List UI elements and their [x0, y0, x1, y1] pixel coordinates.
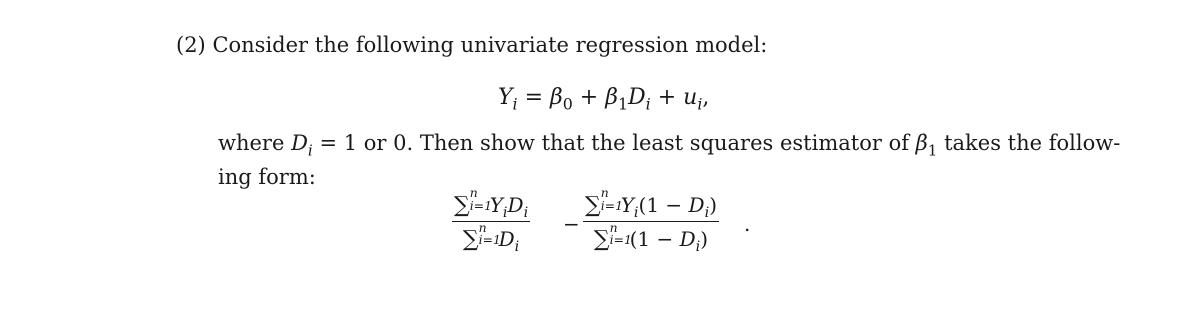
beta-symbol: β: [915, 131, 928, 155]
sub-i: i: [633, 205, 639, 222]
sub-i: i: [645, 94, 651, 114]
problem-intro-line: [176, 35, 767, 56]
var-Y: Y: [498, 85, 513, 110]
sub-one: 1: [617, 94, 629, 114]
plus-sign: +: [650, 85, 684, 110]
var-u: u: [683, 85, 698, 110]
fraction1-bar: [452, 221, 530, 222]
sum-upper: n: [478, 219, 487, 235]
sub-i: i: [695, 239, 701, 256]
sub-i: i: [523, 205, 529, 222]
sum-lower: i=1: [469, 197, 492, 213]
var-Y: Y: [489, 193, 503, 217]
sum-lower: i=1: [609, 231, 632, 247]
minus-sign: −: [563, 212, 580, 236]
var-D: D: [291, 131, 308, 155]
sub-i: i: [512, 94, 518, 114]
one-minus: (1 −: [638, 193, 689, 217]
var-D: D: [688, 193, 705, 217]
regression-equation: [498, 85, 710, 114]
sub-i: i: [514, 239, 520, 256]
sum-lower: i=1: [600, 197, 623, 213]
sum-symbol: ∑: [454, 193, 470, 218]
sum-symbol: ∑: [462, 227, 479, 253]
sub-i: i: [697, 94, 703, 114]
var-D: D: [628, 85, 646, 110]
sum-upper: n: [600, 185, 609, 201]
close-paren: ): [700, 227, 709, 252]
beta-symbol: β: [550, 85, 563, 110]
fraction-control-mean: [583, 185, 719, 256]
var-D: D: [679, 227, 696, 252]
where-line: [218, 131, 1121, 160]
var-D: D: [498, 227, 515, 252]
fraction-treated-mean: [452, 185, 530, 256]
sum-upper: n: [469, 185, 478, 201]
sum-lower: i=1: [478, 231, 501, 247]
fraction2-denominator: [583, 219, 719, 256]
close-paren: ): [709, 193, 717, 217]
sub-zero: 0: [562, 94, 573, 114]
problem-intro-text: Consider the following univariate regression model:: [212, 33, 768, 57]
continuation-text: ing form:: [218, 165, 316, 189]
fraction2-bar: [583, 221, 719, 222]
sub-one: 1: [927, 141, 938, 160]
var-D: D: [507, 193, 524, 217]
sum-upper: n: [609, 219, 618, 235]
sum-symbol: ∑: [593, 227, 610, 253]
where-post-text: takes the follow-: [937, 131, 1121, 155]
fraction1-numerator: [452, 185, 530, 222]
sub-i: i: [502, 205, 508, 222]
problem-number: (2): [176, 33, 206, 57]
comma: ,: [702, 85, 710, 110]
var-Y: Y: [620, 193, 634, 217]
where-mid-text: = 1 or 0. Then show that the least squares estimator of: [312, 131, 916, 155]
beta-symbol: β: [605, 85, 618, 110]
fraction1-denominator: [452, 219, 530, 256]
sub-i: i: [307, 141, 313, 160]
sub-i: i: [704, 205, 710, 222]
continuation-line: [218, 167, 316, 188]
one-minus: (1 −: [629, 227, 680, 252]
plus-sign: +: [572, 85, 606, 110]
where-text: where: [218, 131, 292, 155]
sum-symbol: ∑: [585, 193, 601, 218]
equals-sign: =: [517, 85, 551, 110]
fraction2-numerator: [583, 185, 719, 222]
period: .: [744, 212, 751, 236]
